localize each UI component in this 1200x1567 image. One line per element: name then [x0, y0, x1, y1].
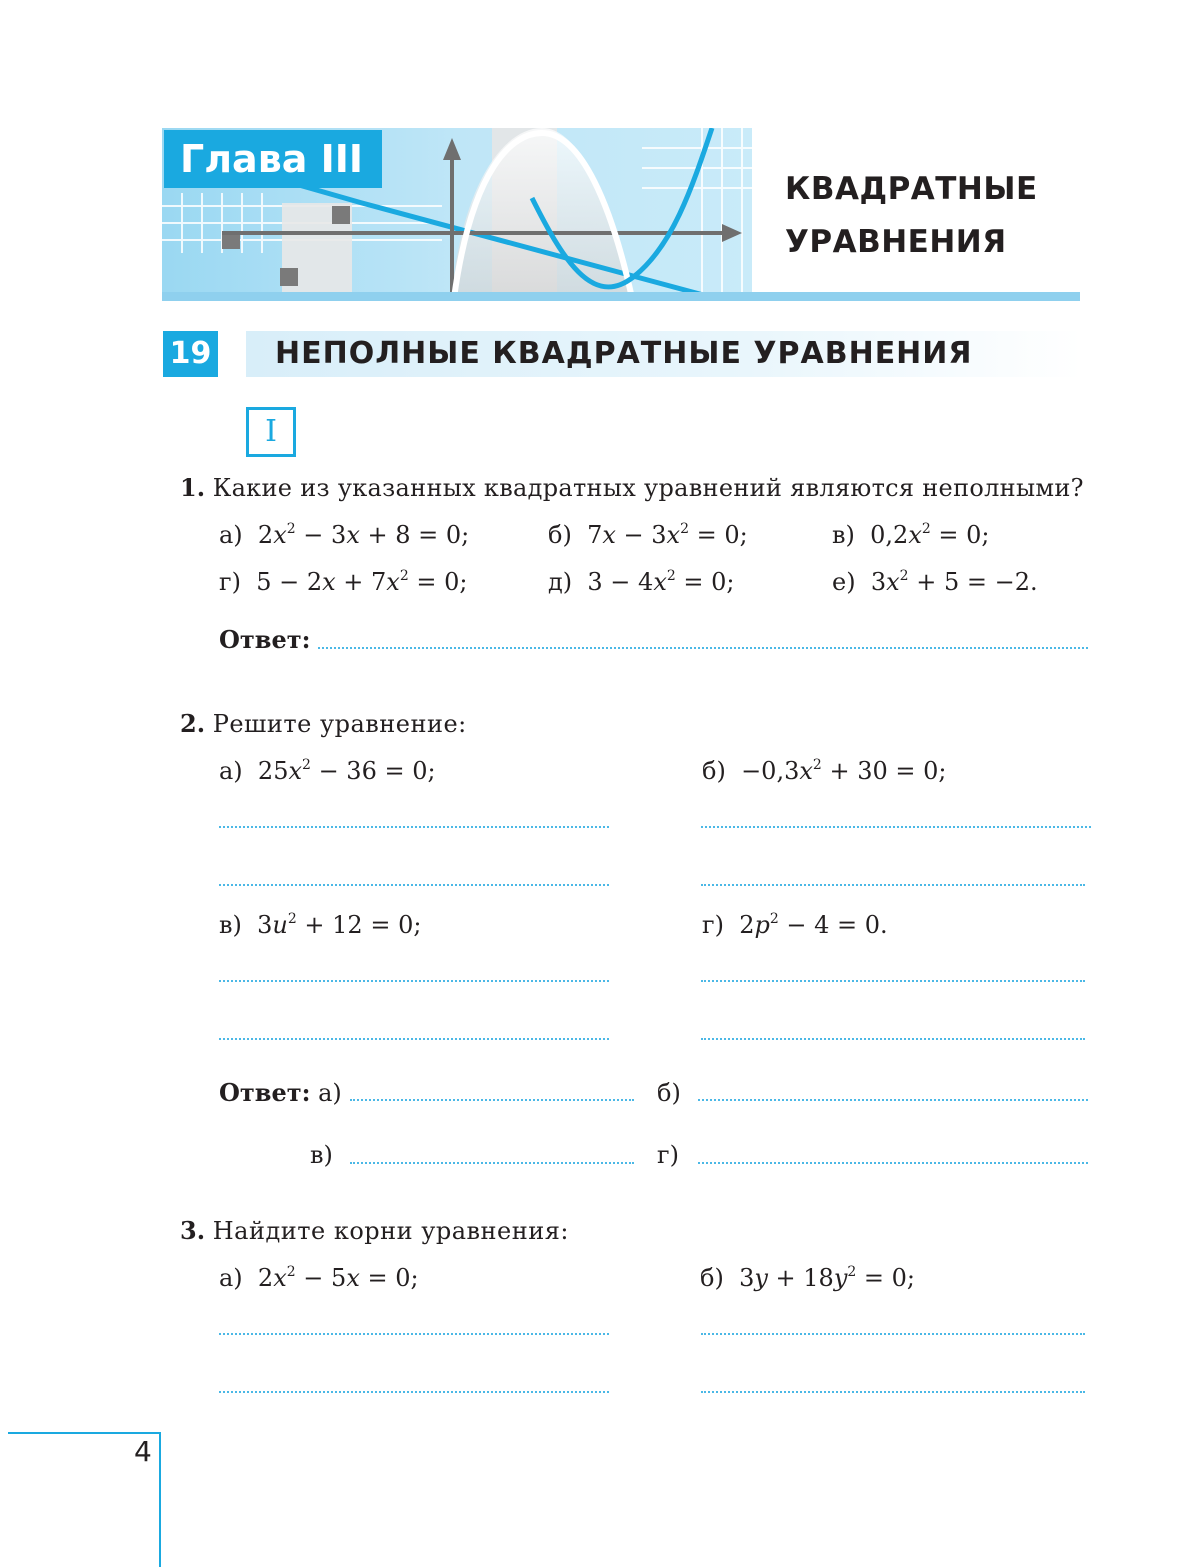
task3-equation-b: б) $3y + 18y^2 = 0$; — [700, 1264, 916, 1292]
page-number: 4 — [134, 1435, 152, 1468]
section-title: НЕПОЛНЫЕ КВАДРАТНЫЕ УРАВНЕНИЯ — [275, 336, 973, 371]
option-label: д) — [548, 568, 573, 596]
equation-label: г) — [702, 911, 724, 939]
task3-prompt: Найдите корни уравнения: — [212, 1217, 569, 1245]
answer-label-v: в) — [310, 1141, 333, 1169]
task3-heading — [180, 1216, 569, 1246]
task3-number: 3. — [180, 1216, 206, 1245]
task2-g-work-line[interactable] — [701, 1038, 1085, 1040]
chapter-label: Глава III — [164, 130, 382, 188]
task2-equation-v: в) $3u^2 + 12 = 0$; — [219, 911, 422, 939]
task3-a-work-line[interactable] — [219, 1333, 609, 1335]
task2-equation-b: $б) -0,3x^2 + 30 = 0$; — [702, 757, 947, 785]
task2-answer-row-1 — [219, 1078, 342, 1108]
task2-g-work-line[interactable] — [701, 980, 1085, 982]
task2-answer-line-b[interactable] — [698, 1099, 1088, 1101]
option-label: в) — [832, 521, 855, 549]
task1-option-e: е) $3x^2 + 5 = -2$. — [832, 568, 1038, 596]
task2-answer-line-a[interactable] — [350, 1099, 634, 1101]
task1-option-a: а) $2x^2 - 3x + 8 = 0$; — [219, 521, 470, 549]
answer-label-a: а) — [318, 1079, 342, 1107]
task2-a-work-line[interactable] — [219, 884, 609, 886]
task2-number: 2. — [180, 709, 206, 738]
task2-answer-line-g[interactable] — [698, 1162, 1088, 1164]
task3-equation-a: а) $2x^2 - 5x = 0$; — [219, 1264, 419, 1292]
chapter-title — [785, 163, 1038, 269]
equation-label: а) — [219, 1264, 243, 1292]
answer-label-b: б) — [657, 1079, 681, 1107]
equation-label: б) — [700, 1264, 724, 1292]
task3-b-work-line[interactable] — [701, 1391, 1085, 1393]
task3-a-work-line[interactable] — [219, 1391, 609, 1393]
task2-equation-a: а) $25x^2 - 36 = 0$; — [219, 757, 436, 785]
task1-option-v: в) $0,2x^2 = 0$; — [832, 521, 990, 549]
task2-heading — [180, 709, 467, 739]
task2-v-work-line[interactable] — [219, 980, 609, 982]
equation-label: в) — [219, 911, 242, 939]
difficulty-level-badge: I — [246, 407, 296, 457]
option-label: г) — [219, 568, 241, 596]
chapter-banner-strip — [162, 292, 1080, 301]
task2-answer-label: Ответ: — [219, 1078, 311, 1107]
option-label: б) — [548, 521, 572, 549]
page-number-rule — [8, 1432, 161, 1434]
task2-a-work-line[interactable] — [219, 826, 609, 828]
task2-equation-g: г) $2p^2 - 4 = 0$. — [702, 911, 888, 939]
task2-v-work-line[interactable] — [219, 1038, 609, 1040]
task2-prompt: Решите уравнение: — [212, 710, 467, 738]
section-number: 19 — [163, 331, 218, 377]
task3-b-work-line[interactable] — [701, 1333, 1085, 1335]
task1-number: 1. — [180, 473, 206, 502]
page-margin-rule — [159, 1432, 161, 1567]
answer-label-g: г) — [657, 1141, 679, 1169]
task2-b-work-line[interactable] — [701, 884, 1085, 886]
task1-option-g: г) $5 - 2x + 7x^2 = 0$; — [219, 568, 468, 596]
task1-answer-line[interactable] — [318, 647, 1088, 649]
chapter-title-line2: УРАВНЕНИЯ — [785, 224, 1007, 260]
task1-heading — [180, 473, 1084, 503]
task1-prompt: Какие из указанных квадратных уравнений являются неполными? — [212, 474, 1084, 502]
equation-label: б) — [702, 757, 726, 785]
task1-option-d: д) $3 - 4x^2 = 0$; — [548, 568, 735, 596]
task2-answer-line-v[interactable] — [350, 1162, 634, 1164]
chapter-title-line1: КВАДРАТНЫЕ — [785, 171, 1038, 207]
task1-option-b: б) $7x - 3x^2 = 0$; — [548, 521, 748, 549]
equation-label: а) — [219, 757, 243, 785]
task2-b-work-line[interactable] — [701, 826, 1091, 828]
task1-answer-label: Ответ: — [219, 625, 311, 654]
option-label: е) — [832, 568, 856, 596]
option-label: а) — [219, 521, 243, 549]
